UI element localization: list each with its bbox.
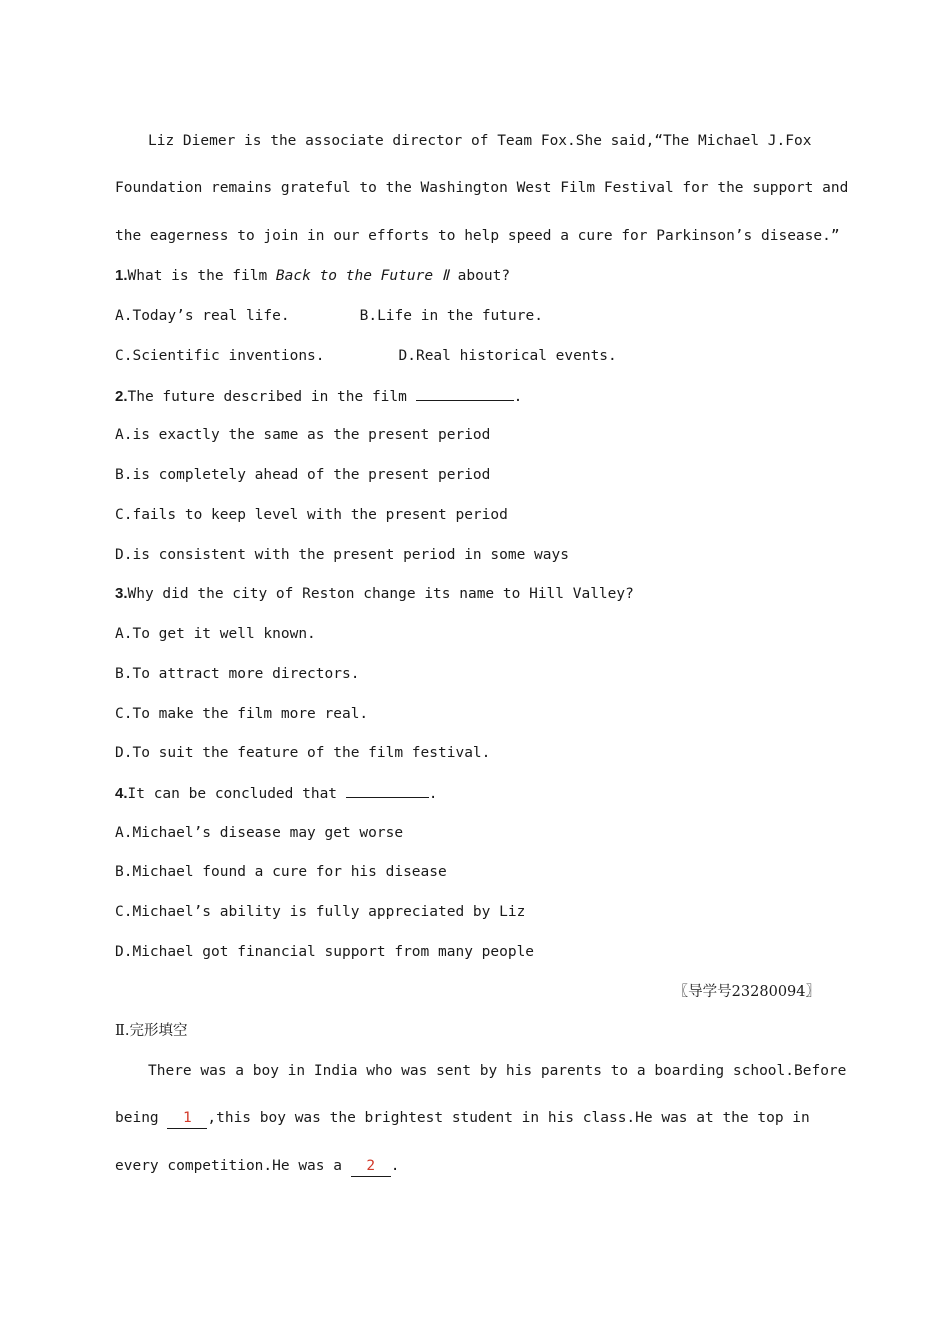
cloze-text: every competition.He was a (115, 1158, 351, 1174)
answer-blank (346, 783, 429, 798)
question-2 (115, 386, 820, 407)
option-d: D.Real historical events. (398, 348, 617, 364)
question-1 (115, 266, 820, 286)
cloze-line-3 (115, 1156, 820, 1177)
passage-line-3: the eagerness to join in our efforts to help speed a cure for Parkinson’s disease.” (115, 228, 840, 244)
question-number: 2. (115, 388, 128, 405)
cloze-text: being (115, 1110, 168, 1126)
option-a: A.To get it well known. (115, 626, 316, 642)
question-stem: It can be concluded that (127, 786, 346, 802)
question-stem-end: about? (448, 268, 511, 284)
question-number: 3. (115, 585, 128, 602)
question-stem: What is the film (127, 268, 276, 284)
question-stem: Why did the city of Reston change its name to Hill Valley? (127, 586, 634, 602)
option-d: D.To suit the feature of the film festival. (115, 745, 491, 761)
q1-options-row-2 (115, 346, 820, 366)
option-b: B.is completely ahead of the present period (115, 467, 491, 483)
section-heading: Ⅱ.完形填空 (115, 1023, 188, 1039)
passage-line-1: Liz Diemer is the associate director of Team Fox.She said,“The Michael J.Fox (148, 133, 812, 149)
option-c: C.Scientific inventions. (115, 348, 325, 364)
guide-number: 〖导学号23280094〗 (673, 984, 820, 1000)
question-3 (115, 584, 820, 604)
passage-line-2: Foundation remains grateful to the Washington West Film Festival for the support and (115, 180, 849, 196)
question-4 (115, 783, 820, 804)
option-b: B.Michael found a cure for his disease (115, 864, 447, 880)
film-title: Back to the Future Ⅱ (275, 268, 449, 284)
question-stem-end: . (513, 389, 523, 405)
option-d: D.Michael got financial support from many people (115, 944, 535, 960)
option-a: A.is exactly the same as the present period (115, 427, 491, 443)
answer-blank (416, 386, 514, 401)
cloze-text: . (390, 1158, 400, 1174)
cloze-line-2 (115, 1108, 820, 1129)
option-c: C.To make the film more real. (115, 706, 369, 722)
question-number: 4. (115, 785, 128, 802)
option-b: B.Life in the future. (359, 308, 543, 324)
question-stem-end: . (428, 786, 438, 802)
question-stem: The future described in the film (127, 389, 416, 405)
cloze-text: ,this boy was the brightest student in his class.He was at the top in (207, 1110, 810, 1126)
q1-options-row-1 (115, 306, 820, 326)
option-d: D.is consistent with the present period in some ways (115, 547, 569, 563)
option-a: A.Michael’s disease may get worse (115, 825, 404, 841)
option-c: C.Michael’s ability is fully appreciated by Liz (115, 904, 526, 920)
option-b: B.To attract more directors. (115, 666, 360, 682)
cloze-blank-2: 2 (351, 1156, 391, 1177)
option-c: C.fails to keep level with the present period (115, 507, 508, 523)
question-number: 1. (115, 267, 128, 284)
cloze-line-1: There was a boy in India who was sent by his parents to a boarding school.Before (148, 1063, 847, 1079)
option-a: A.Today’s real life. (115, 308, 290, 324)
cloze-blank-1: 1 (167, 1108, 207, 1129)
